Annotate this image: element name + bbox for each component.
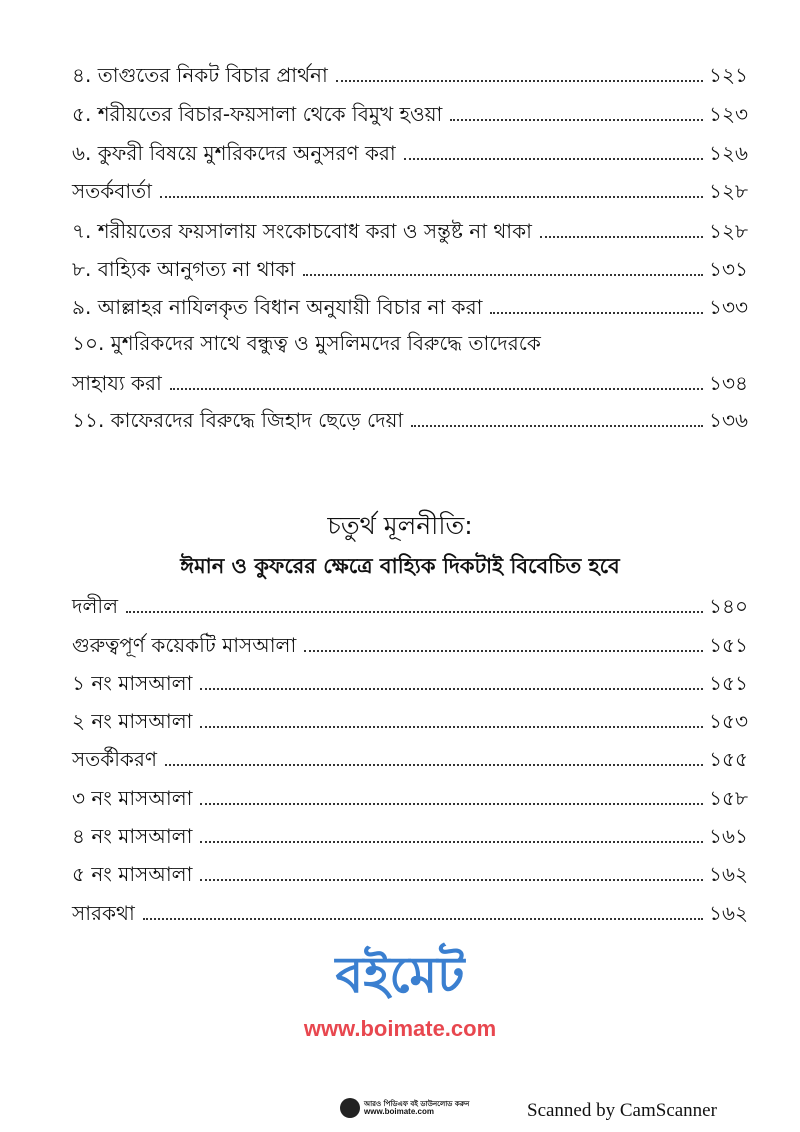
entry-title: সতর্কবার্তা (72, 179, 152, 203)
entry-title: ১ নং মাসআলা (72, 671, 193, 695)
entry-page: ১২৩ (709, 102, 748, 126)
entry-title: ৪ নং মাসআলা (72, 824, 193, 848)
leader-dots (165, 764, 703, 766)
watermark-url: www.boimate.com (303, 1016, 497, 1041)
entry-page: ১৬১ (709, 824, 748, 848)
entry-title: ৮. বাহ্যিক আনুগত্য না থাকা (72, 257, 296, 281)
entry-title: ১১. কাফেরদের বিরুদ্ধে জিহাদ ছেড়ে দেয়া (72, 408, 404, 432)
toc-entry (72, 855, 748, 889)
entry-title: ২ নং মাসআলা (72, 709, 193, 733)
leader-dots (336, 80, 703, 82)
leader-dots (303, 274, 703, 276)
entry-page: ১৬২ (709, 862, 748, 886)
promo-text: আরও পিডিএফ বই ডাউনলোড করুন (364, 1100, 470, 1108)
leader-dots (200, 688, 703, 690)
watermark-logo: বইমেট (335, 946, 465, 1004)
entry-title: সাহায্য করা (72, 371, 162, 395)
entry-title: ৩ নং মাসআলা (72, 786, 193, 810)
toc-entry (72, 664, 748, 698)
toc-entry (72, 817, 748, 851)
toc-entry (72, 56, 748, 90)
entry-page: ১৫৩ (709, 709, 748, 733)
toc-entry (72, 288, 748, 322)
toc-entry (72, 740, 748, 774)
toc-entry (72, 894, 748, 928)
footer-promo (340, 1098, 469, 1118)
leader-dots (540, 236, 703, 238)
camscanner-label: Scanned by CamScanner (527, 1100, 717, 1121)
toc-entry (72, 779, 748, 813)
entry-page: ১৩১ (709, 257, 748, 281)
entry-page: ১৩৬ (709, 408, 748, 432)
entry-page: ১৩৩ (709, 295, 748, 319)
leader-dots (200, 879, 703, 881)
toc-entry (72, 401, 748, 435)
leader-dots (126, 611, 703, 613)
entry-title: সতর্কীকরণ (72, 747, 158, 771)
boimate-logo-icon (340, 1098, 360, 1118)
leader-dots (411, 425, 703, 427)
toc-entry (72, 134, 748, 168)
leader-dots (143, 918, 703, 920)
toc-entry (72, 626, 748, 660)
entry-page: ১২৮ (709, 219, 748, 243)
entry-title: ৫. শরীয়তের বিচার-ফয়সালা থেকে বিমুখ হওয়া (72, 102, 443, 126)
entry-page: ১৫১ (709, 671, 748, 695)
leader-dots (200, 726, 703, 728)
entry-title: ৪. তাগুতের নিকট বিচার প্রার্থনা (72, 63, 328, 87)
leader-dots (200, 841, 703, 843)
section-subheading: ঈমান ও কুফরের ক্ষেত্রে বাহ্যিক দিকটাই বিবেচিত হবে (180, 554, 620, 578)
toc-entry (72, 250, 748, 284)
entry-title: গুরুত্বপূর্ণ কয়েকটি মাসআলা (72, 633, 297, 657)
leader-dots (304, 650, 703, 652)
leader-dots (200, 803, 703, 805)
entry-page: ১৪০ (709, 594, 748, 618)
toc-entry (72, 364, 748, 398)
promo-url: www.boimate.com (364, 1107, 434, 1116)
entry-page: ১৩৪ (709, 371, 748, 395)
toc-entry (72, 702, 748, 736)
entry-title: ৬. কুফরী বিষয়ে মুশরিকদের অনুসরণ করা (72, 141, 396, 165)
entry-title: সারকথা (72, 901, 135, 925)
entry-page: ১৫১ (709, 633, 748, 657)
toc-entry (72, 172, 748, 206)
toc-entry (72, 587, 748, 621)
entry-title-line1: ১০. মুশরিকদের সাথে বন্ধুত্ব ও মুসলিমদের বিরুদ্ধে তাদেরকে (72, 331, 541, 355)
toc-entry (72, 95, 748, 129)
leader-dots (450, 119, 703, 121)
entry-page: ১২৮ (709, 179, 748, 203)
entry-title: দলীল (72, 594, 119, 618)
toc-entry (72, 212, 748, 246)
leader-dots (404, 158, 703, 160)
leader-dots (490, 312, 703, 314)
entry-page: ১৫৮ (709, 786, 748, 810)
entry-title: ৭. শরীয়তের ফয়সালায় সংকোচবোধ করা ও সন্তুষ্ট না থাকা (72, 219, 532, 243)
entry-title: ৯. আল্লাহর নাযিলকৃত বিধান অনুযায়ী বিচার না করা (72, 295, 483, 319)
entry-page: ১২১ (709, 63, 748, 87)
leader-dots (170, 388, 703, 390)
entry-page: ১৬২ (709, 901, 748, 925)
entry-page: ১২৬ (709, 141, 748, 165)
section-heading: চতুর্থ মূলনীতি: (327, 511, 473, 540)
entry-page: ১৫৫ (709, 747, 748, 771)
leader-dots (160, 196, 703, 198)
entry-title: ৫ নং মাসআলা (72, 862, 193, 886)
